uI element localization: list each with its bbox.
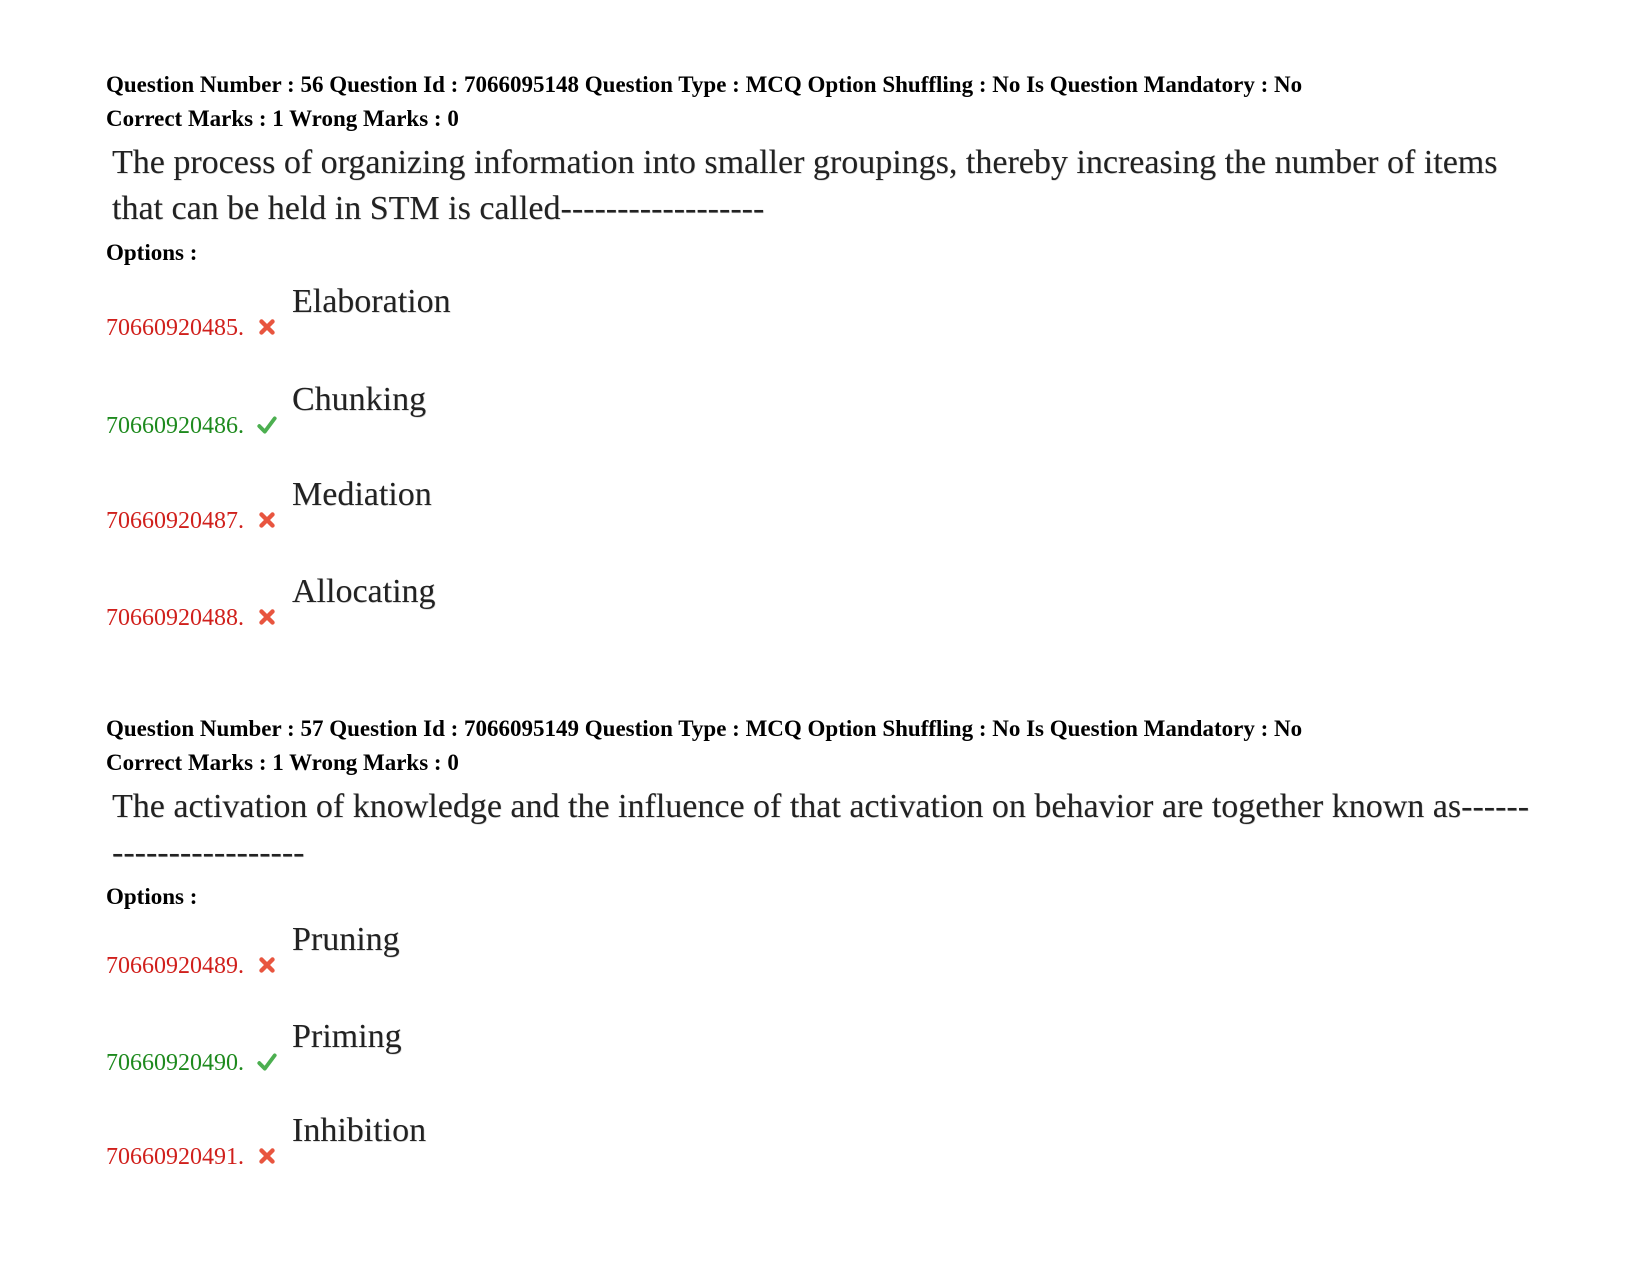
option-row (106, 282, 806, 342)
option-id: 70660920489. (106, 953, 244, 979)
options-label: Options : (106, 884, 198, 909)
question-text: The process of organizing information into smaller groupings, thereby increasing the number of items that can be held in STM is called------------------ (112, 144, 1498, 227)
cross-icon (256, 509, 278, 531)
option-text: Priming (292, 1018, 402, 1055)
options-label: Options : (106, 240, 198, 265)
option-row (106, 1017, 806, 1077)
option-row (106, 920, 806, 980)
option-text: Allocating (292, 573, 436, 610)
option-text: Chunking (292, 381, 427, 418)
question-meta: Question Number : 57 Question Id : 7066095149 Question Type : MCQ Option Shuffling : No Is Question Mandatory : No (106, 716, 1303, 741)
option-text: Inhibition (292, 1112, 427, 1149)
option-id: 70660920486. (106, 413, 244, 439)
question-56 (106, 68, 1526, 268)
option-id: 70660920487. (106, 508, 244, 534)
option-text: Pruning (292, 921, 400, 958)
option-row (106, 1111, 806, 1171)
check-icon (256, 1051, 278, 1073)
option-text: Mediation (292, 476, 432, 513)
option-text: Elaboration (292, 283, 451, 320)
question-57 (106, 712, 1530, 912)
option-row (106, 475, 806, 535)
option-id: 70660920490. (106, 1050, 244, 1076)
check-icon (256, 414, 278, 436)
option-row (106, 380, 806, 440)
cross-icon (256, 954, 278, 976)
option-id: 70660920485. (106, 315, 244, 341)
question-marks: Correct Marks : 1 Wrong Marks : 0 (106, 750, 459, 775)
option-id: 70660920491. (106, 1144, 244, 1170)
question-text: The activation of knowledge and the influence of that activation on behavior are together known as----------------------- (112, 788, 1530, 871)
option-id: 70660920488. (106, 605, 244, 631)
cross-icon (256, 1145, 278, 1167)
question-marks: Correct Marks : 1 Wrong Marks : 0 (106, 106, 459, 131)
cross-icon (256, 316, 278, 338)
cross-icon (256, 606, 278, 628)
option-row (106, 572, 806, 632)
question-meta: Question Number : 56 Question Id : 7066095148 Question Type : MCQ Option Shuffling : No Is Question Mandatory : No (106, 72, 1303, 97)
